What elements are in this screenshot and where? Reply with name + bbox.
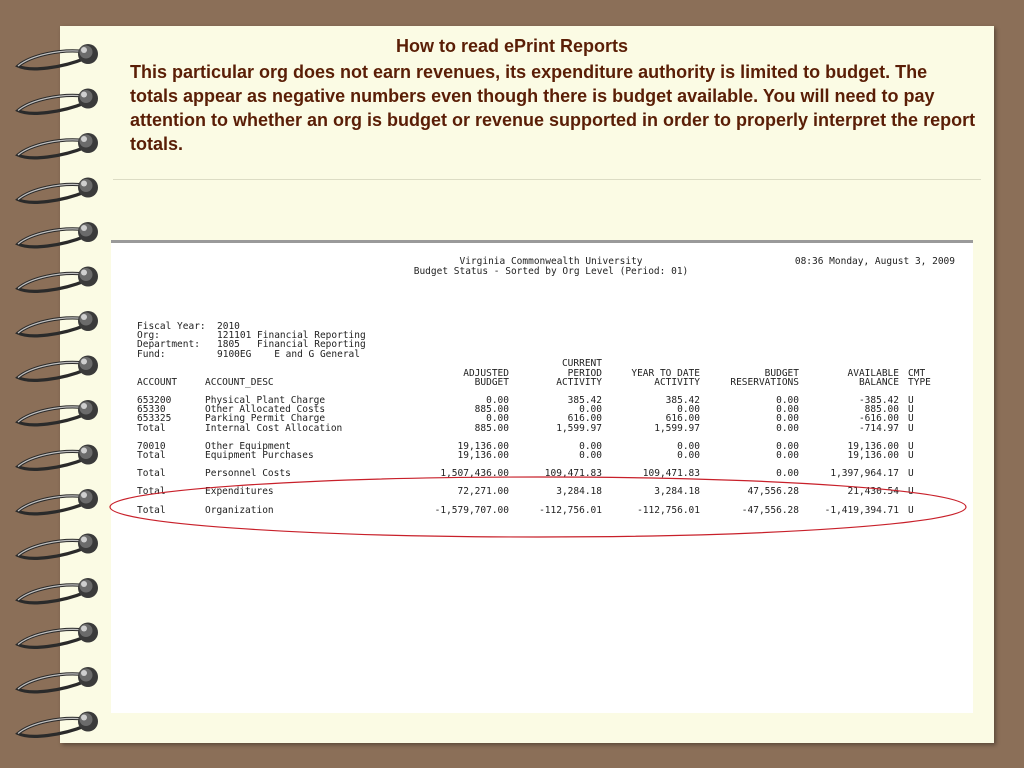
cell-cmt-type: U [908,395,914,406]
cell-year-to-date: 3,284.18 [654,486,700,498]
col-account: ACCOUNT [137,376,178,388]
cell-year-to-date: -112,756.01 [637,504,700,516]
table-row [137,424,937,433]
cell-current-period: 0.00 [579,440,602,452]
cell-account: 653325 [137,413,172,425]
cell-year-to-date: 385.42 [665,395,700,406]
cell-available-balance: 21,430.54 [847,486,899,498]
cell-account: 65330 [137,404,166,416]
cell-current-period: 109,471.83 [544,468,602,480]
cell-account-desc: Expenditures [205,486,274,498]
cell-cmt-type: U [908,449,914,461]
cell-available-balance: -714.97 [858,422,899,434]
cell-account-desc: Parking Permit Charge [205,413,326,425]
cell-cmt-type: U [908,440,914,452]
report-rows [137,396,937,515]
cell-budget-reservations: 0.00 [776,422,799,434]
col-account-desc: ACCOUNT_DESC [205,376,274,388]
meta-key: Fiscal Year: [137,321,206,332]
meta-key: Org: [137,330,160,342]
report-meta [137,322,366,359]
cell-cmt-type: U [908,422,914,434]
cell-current-period: -112,756.01 [539,504,602,516]
report-timestamp: 08:36 Monday, August 3, 2009 [794,256,955,267]
cell-account: Total [137,486,166,498]
table-row [137,506,937,515]
cell-budget-reservations: 0.00 [776,413,799,425]
cell-budget-reservations: 47,556.28 [747,486,799,498]
cell-cmt-type: U [908,413,914,425]
cell-account-desc: Other Allocated Costs [205,404,326,416]
title-divider [113,179,981,180]
cell-available-balance: -1,419,394.71 [824,504,899,516]
cell-account-desc: Other Equipment [205,440,291,452]
cell-current-period: 0.00 [579,404,602,416]
cell-account: Total [137,504,166,516]
eprint-report [111,240,973,713]
cell-adjusted-budget: -1,579,707.00 [434,504,509,516]
col-available-balance: AVAILABLE BALANCE [847,367,899,388]
cell-year-to-date: 1,599.97 [654,422,700,434]
cell-adjusted-budget: 885.00 [474,422,509,434]
cell-current-period: 385.42 [567,395,602,406]
meta-key: Department: [137,339,200,351]
slide-title: How to read ePrint Reports [395,36,629,56]
cell-available-balance: 1,397,964.17 [830,468,899,480]
cell-adjusted-budget: 0.00 [486,413,509,425]
slide-body-text: This particular org does not earn revenues, its expenditure authority is limited to budget. The totals appear as negative numbers even though there is budget available. You will need to pay attention to whether an org is budget or revenue supported in order to properly interpret the report totals. [130,62,976,154]
cell-account-desc: Equipment Purchases [205,449,314,461]
cell-adjusted-budget: 885.00 [474,404,509,416]
cell-cmt-type: U [908,504,914,516]
cell-adjusted-budget: 0.00 [486,395,509,406]
cell-available-balance: -616.00 [858,413,899,425]
cell-account: 653200 [137,395,172,406]
cell-account: Total [137,468,166,480]
cell-current-period: 616.00 [567,413,602,425]
cell-adjusted-budget: 19,136.00 [457,440,509,452]
cell-available-balance: 885.00 [864,404,899,416]
cell-account: Total [137,422,166,434]
cell-cmt-type: U [908,404,914,416]
report-table [137,359,937,515]
cell-current-period: 0.00 [579,449,602,461]
cell-adjusted-budget: 19,136.00 [457,449,509,461]
cell-year-to-date: 616.00 [665,413,700,425]
meta-row [137,350,366,359]
cell-current-period: 3,284.18 [556,486,602,498]
cell-adjusted-budget: 72,271.00 [457,486,509,498]
col-current-period: CURRENT PERIOD ACTIVITY [556,358,602,388]
table-row [137,469,937,478]
cell-current-period: 1,599.97 [556,422,602,434]
cell-available-balance: -385.42 [858,395,899,406]
report-subtitle: Budget Status - Sorted by Org Level (Period: 01) [413,266,689,277]
spiral-binding-icon [0,0,120,768]
report-column-headers [137,359,937,387]
cell-budget-reservations: 0.00 [776,449,799,461]
cell-budget-reservations: 0.00 [776,440,799,452]
cell-account: Total [137,449,166,461]
cell-available-balance: 19,136.00 [847,449,899,461]
table-row [137,451,937,460]
cell-year-to-date: 0.00 [677,449,700,461]
meta-value: 9100EG E and G General [217,348,360,360]
cell-budget-reservations: 0.00 [776,395,799,406]
cell-year-to-date: 0.00 [677,404,700,416]
meta-value: 121101 Financial Reporting [217,330,366,342]
cell-budget-reservations: 0.00 [776,404,799,416]
report-institution: Virginia Commonwealth University [459,256,643,267]
cell-budget-reservations: 0.00 [776,468,799,480]
cell-year-to-date: 0.00 [677,440,700,452]
cell-budget-reservations: -47,556.28 [741,504,799,516]
cell-adjusted-budget: 1,507,436.00 [440,468,509,480]
meta-value: 2010 [217,321,240,332]
cell-account-desc: Physical Plant Charge [205,395,326,406]
col-cmt-type: CMT TYPE [908,367,931,388]
col-year-to-date: YEAR TO DATE ACTIVITY [631,367,700,388]
cell-cmt-type: U [908,468,914,480]
cell-account-desc: Organization [205,504,274,516]
col-budget-reservations: BUDGET RESERVATIONS [730,367,799,388]
table-row [137,487,937,496]
meta-value: 1805 Financial Reporting [217,339,366,351]
meta-key: Fund: [137,348,166,360]
cell-account-desc: Internal Cost Allocation [205,422,343,434]
cell-account-desc: Personnel Costs [205,468,291,480]
cell-account: 70010 [137,440,166,452]
cell-cmt-type: U [908,486,914,498]
cell-available-balance: 19,136.00 [847,440,899,452]
col-adjusted-budget: ADJUSTED BUDGET [463,367,509,388]
cell-year-to-date: 109,471.83 [642,468,700,480]
